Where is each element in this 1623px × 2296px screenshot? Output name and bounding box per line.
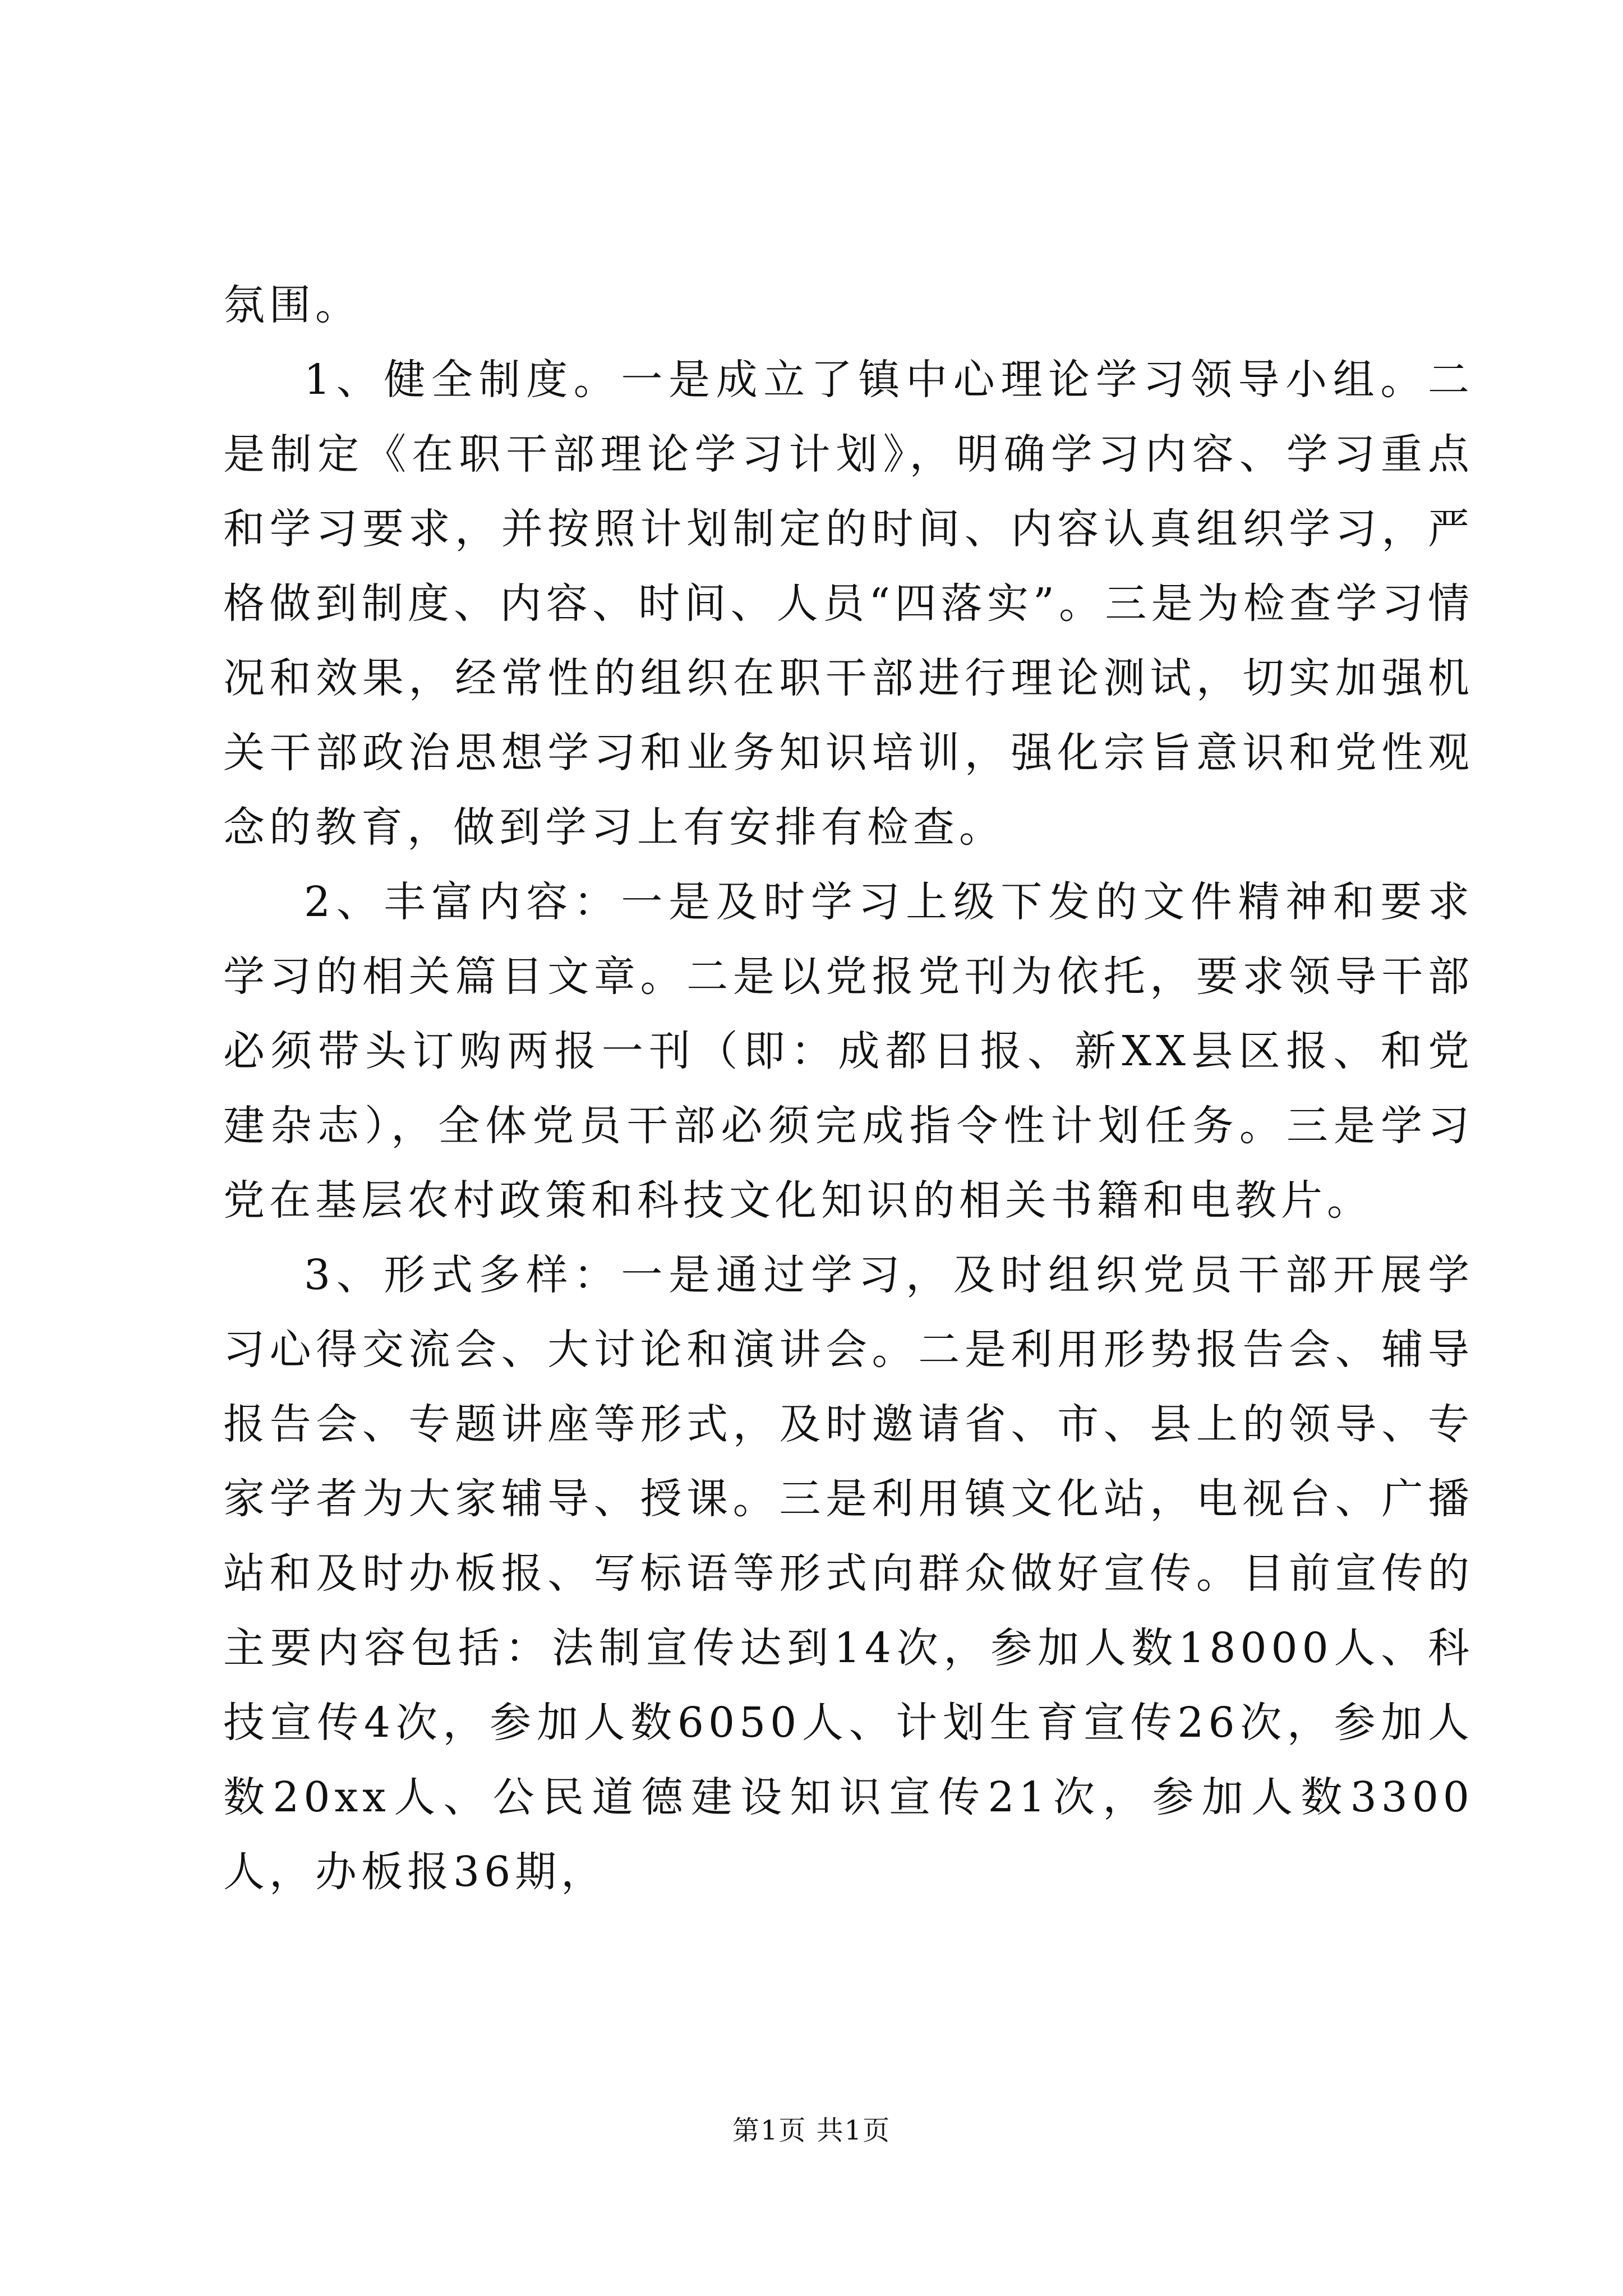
document-body xyxy=(223,268,1474,1910)
paragraph-content: 2、丰富内容：一是及时学习上级下发的文件精神和要求学习的相关篇目文章。二是以党报党刊为依托，要求领导干部必须带头订购两报一刊（即：成都日报、新XX县区报、和党建杂志），全体党员干部必须完成指令性计划任务。三是学习党在基层农村政策和科技文化知识的相关书籍和电教片。 xyxy=(223,878,1474,1225)
paragraph-forms: 3、形式多样：一是通过学习，及时组织党员干部开展学习心得交流会、大讨论和演讲会。二是利用形势报告会、辅导报告会、专题讲座等形式，及时邀请省、市、县上的领导、专家学者为大家辅导、授课。三是利用镇文化站，电视台、广播站和及时办板报、写标语等形式向群众做好宣传。目前宣传的主要内容包括：法制宣传达到14次，参加人数18000人、科技宣传4次，参加人数6050人、计划生育宣传26次，参加人数20xx人、公民道德建设知识宣传21次，参加人数3300人，办板报36期， xyxy=(223,1251,1474,1896)
page-footer: 第1页 共1页 xyxy=(732,2115,891,2146)
paragraph-continuation: 氛围。 xyxy=(223,281,361,329)
paragraph-system: 1、健全制度。一是成立了镇中心理论学习领导小组。二是制定《在职干部理论学习计划》，明确学习内容、学习重点和学习要求，并按照计划制定的时间、内容认真组织学习，严格做到制度、内容、时间、人员“四落实”。三是为检查学习情况和效果，经常性的组织在职干部进行理论测试，切实加强机关干部政治思想学习和业务知识培训，强化宗旨意识和党性观念的教育，做到学习上有安排有检查。 xyxy=(223,356,1474,852)
